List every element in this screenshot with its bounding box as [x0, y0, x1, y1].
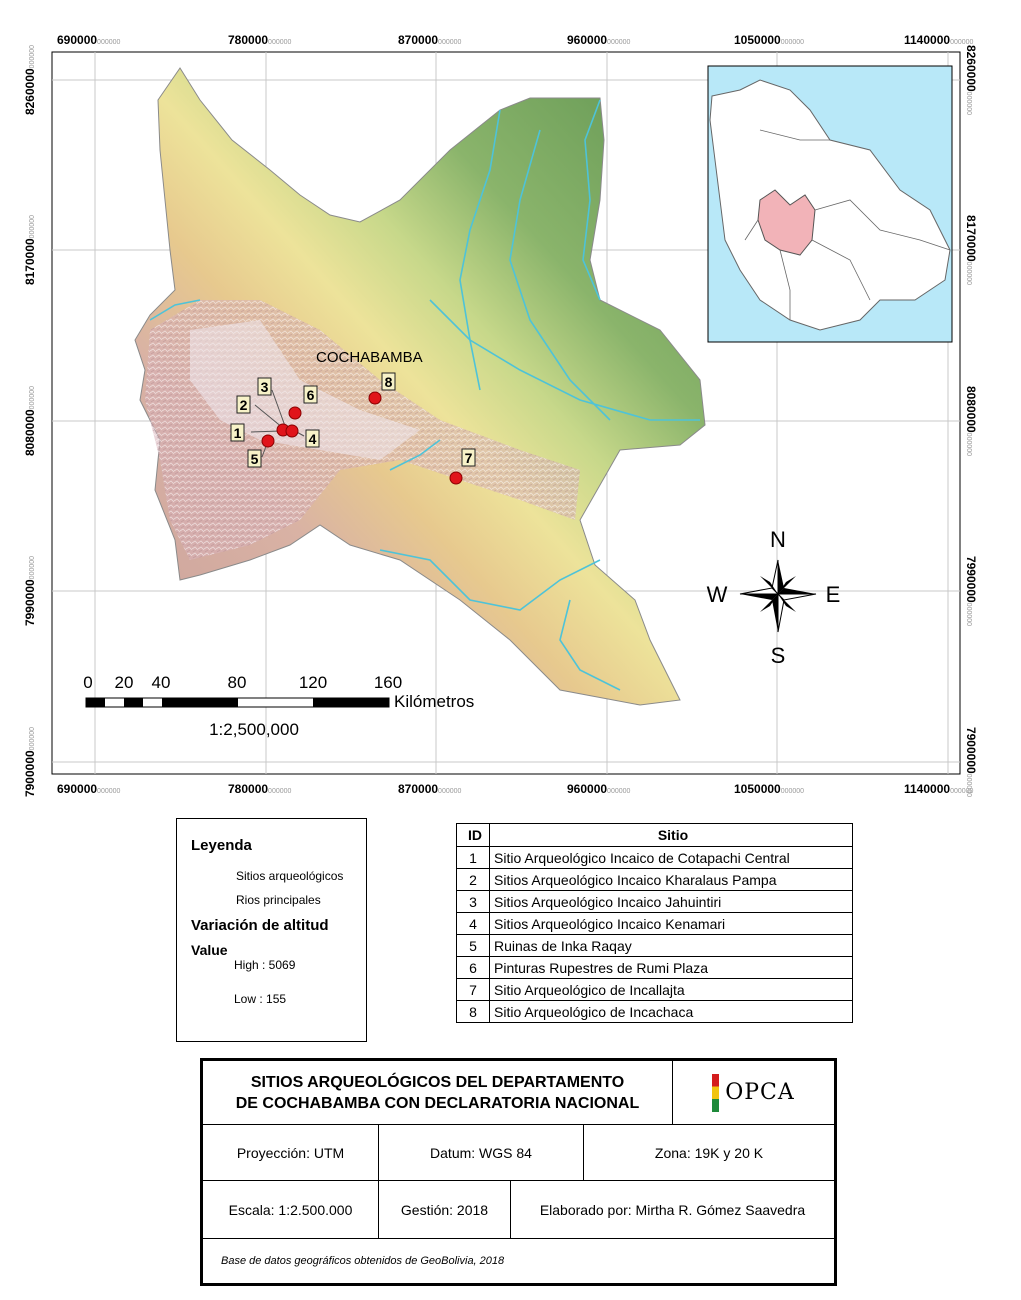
table-row — [457, 847, 853, 869]
opca-logo-icon — [712, 1074, 719, 1112]
table-cell-site: Sitios Arqueológico Incaico Kenamari — [490, 913, 853, 935]
map-title-line-2: DE COCHABAMBA CON DECLARATORIA NACIONAL — [235, 1094, 640, 1112]
site-callout-6: 6 — [306, 387, 315, 403]
scale-tick-40: 40 — [151, 673, 171, 692]
table-cell-id: 1 — [457, 847, 490, 869]
site-callout-1: 1 — [233, 425, 242, 441]
x-tick-top-1140000: 1140000000000 — [904, 33, 974, 47]
x-tick-bottom-1140000: 1140000000000 — [904, 782, 974, 796]
table-header-row — [457, 824, 853, 847]
south-label: S — [770, 643, 786, 668]
table-row — [457, 869, 853, 891]
x-tick-bottom-690000: 690000000000 — [57, 782, 121, 796]
table-row — [457, 957, 853, 979]
projection-cell: Proyección: UTM — [203, 1125, 379, 1181]
x-tick-bottom-780000: 780000000000 — [228, 782, 292, 796]
author-cell: Elaborado por: Mirtha R. Gómez Saavedra — [511, 1181, 834, 1239]
legend-value-label: Value — [191, 942, 228, 958]
legend-high-label: High : 5069 — [234, 958, 296, 972]
year-cell: Gestión: 2018 — [379, 1181, 511, 1239]
table-cell-site: Pinturas Rupestres de Rumi Plaza — [490, 957, 853, 979]
site-marker-7[interactable] — [450, 472, 462, 484]
site-callout-4: 4 — [308, 431, 317, 447]
x-tick-top-780000: 780000000000 — [228, 33, 292, 47]
table-cell-id: 7 — [457, 979, 490, 1001]
y-tick-right-7990000: 7990000000000 — [964, 555, 979, 627]
site-marker-5[interactable] — [262, 435, 274, 447]
east-label: E — [825, 582, 841, 607]
site-marker-8[interactable] — [369, 392, 381, 404]
table-row — [457, 979, 853, 1001]
site-marker-6[interactable] — [289, 407, 301, 419]
x-tick-top-1050000: 1050000000000 — [734, 33, 805, 47]
legend-low-label: Low : 155 — [234, 992, 287, 1006]
map-title — [203, 1061, 673, 1125]
scale-tick-120: 120 — [298, 673, 328, 692]
scale-tick-0: 0 — [83, 673, 93, 692]
scale-unit-label: Kilómetros — [394, 692, 475, 711]
y-tick-right-8170000: 8170000000000 — [964, 214, 979, 286]
table-row — [457, 935, 853, 957]
logo-cell — [673, 1061, 834, 1125]
inset-map — [708, 66, 952, 342]
table-cell-id: 6 — [457, 957, 490, 979]
legend-altitude-title: Variación de altitud — [191, 917, 329, 934]
scale-cell: Escala: 1:2.500.000 — [203, 1181, 379, 1239]
logo-text: OPCA — [725, 1080, 795, 1105]
table-cell-id: 3 — [457, 891, 490, 913]
table-header-id: ID — [457, 824, 490, 847]
datum-cell: Datum: WGS 84 — [379, 1125, 584, 1181]
x-tick-bottom-870000: 870000000000 — [398, 782, 462, 796]
legend-panel — [176, 818, 367, 1042]
scale-tick-80: 80 — [227, 673, 247, 692]
x-tick-top-690000: 690000000000 — [57, 33, 121, 47]
site-callout-3: 3 — [260, 379, 269, 395]
y-tick-right-8080000: 8080000000000 — [964, 385, 979, 457]
north-label: N — [770, 527, 786, 552]
y-tick-left-8080000: 8080000000000 — [23, 385, 38, 457]
scale-tick-20: 20 — [114, 673, 134, 692]
table-cell-id: 5 — [457, 935, 490, 957]
y-tick-left-7900000: 7900000000000 — [23, 726, 38, 798]
source-note: Base de datos geográficos obtenidos de GeoBolivia, 2018 — [221, 1255, 505, 1267]
site-callout-5: 5 — [250, 451, 259, 467]
zone-cell: Zona: 19K y 20 K — [584, 1125, 834, 1181]
legend-rivers-label: Rios principales — [236, 893, 321, 907]
x-tick-bottom-960000: 960000000000 — [567, 782, 631, 796]
title-block — [200, 1058, 837, 1286]
legend-sites-label: Sitios arqueológicos — [236, 869, 344, 883]
site-callout-7: 7 — [464, 450, 473, 466]
y-tick-right-7900000: 7900000000000 — [964, 726, 979, 798]
y-tick-right-8260000: 8260000000000 — [964, 44, 979, 116]
table-cell-id: 4 — [457, 913, 490, 935]
table-cell-site: Ruinas de Inka Raqay — [490, 935, 853, 957]
table-cell-id: 2 — [457, 869, 490, 891]
table-cell-site: Sitio Arqueológico de Incallajta — [490, 979, 853, 1001]
table-cell-site: Sitios Arqueológico Incaico Jahuintiri — [490, 891, 853, 913]
table-cell-site: Sitio Arqueológico Incaico de Cotapachi Central — [490, 847, 853, 869]
x-tick-bottom-1050000: 1050000000000 — [734, 782, 805, 796]
y-tick-left-8260000: 8260000000000 — [23, 44, 38, 116]
legend-title: Leyenda — [191, 837, 252, 854]
table-cell-site: Sitio Arqueológico de Incachaca — [490, 1001, 853, 1023]
y-tick-left-8170000: 8170000000000 — [23, 214, 38, 286]
site-marker-4[interactable] — [286, 425, 298, 437]
table-cell-id: 8 — [457, 1001, 490, 1023]
city-label: COCHABAMBA — [316, 349, 423, 366]
scale-tick-160: 160 — [373, 673, 403, 692]
table-row — [457, 891, 853, 913]
scale-ratio-label: 1:2,500,000 — [209, 720, 299, 739]
x-tick-top-960000: 960000000000 — [567, 33, 631, 47]
table-header-site: Sitio — [490, 824, 853, 847]
west-label: W — [706, 582, 728, 607]
site-callout-2: 2 — [239, 397, 248, 413]
sites-table — [456, 823, 853, 1023]
x-tick-top-870000: 870000000000 — [398, 33, 462, 47]
table-cell-site: Sitios Arqueológico Incaico Kharalaus Pampa — [490, 869, 853, 891]
y-tick-left-7990000: 7990000000000 — [23, 555, 38, 627]
map-title-line-1: SITIOS ARQUEOLÓGICOS DEL DEPARTAMENTO — [250, 1073, 625, 1091]
site-callout-8: 8 — [384, 374, 393, 390]
table-row — [457, 913, 853, 935]
table-row — [457, 1001, 853, 1023]
